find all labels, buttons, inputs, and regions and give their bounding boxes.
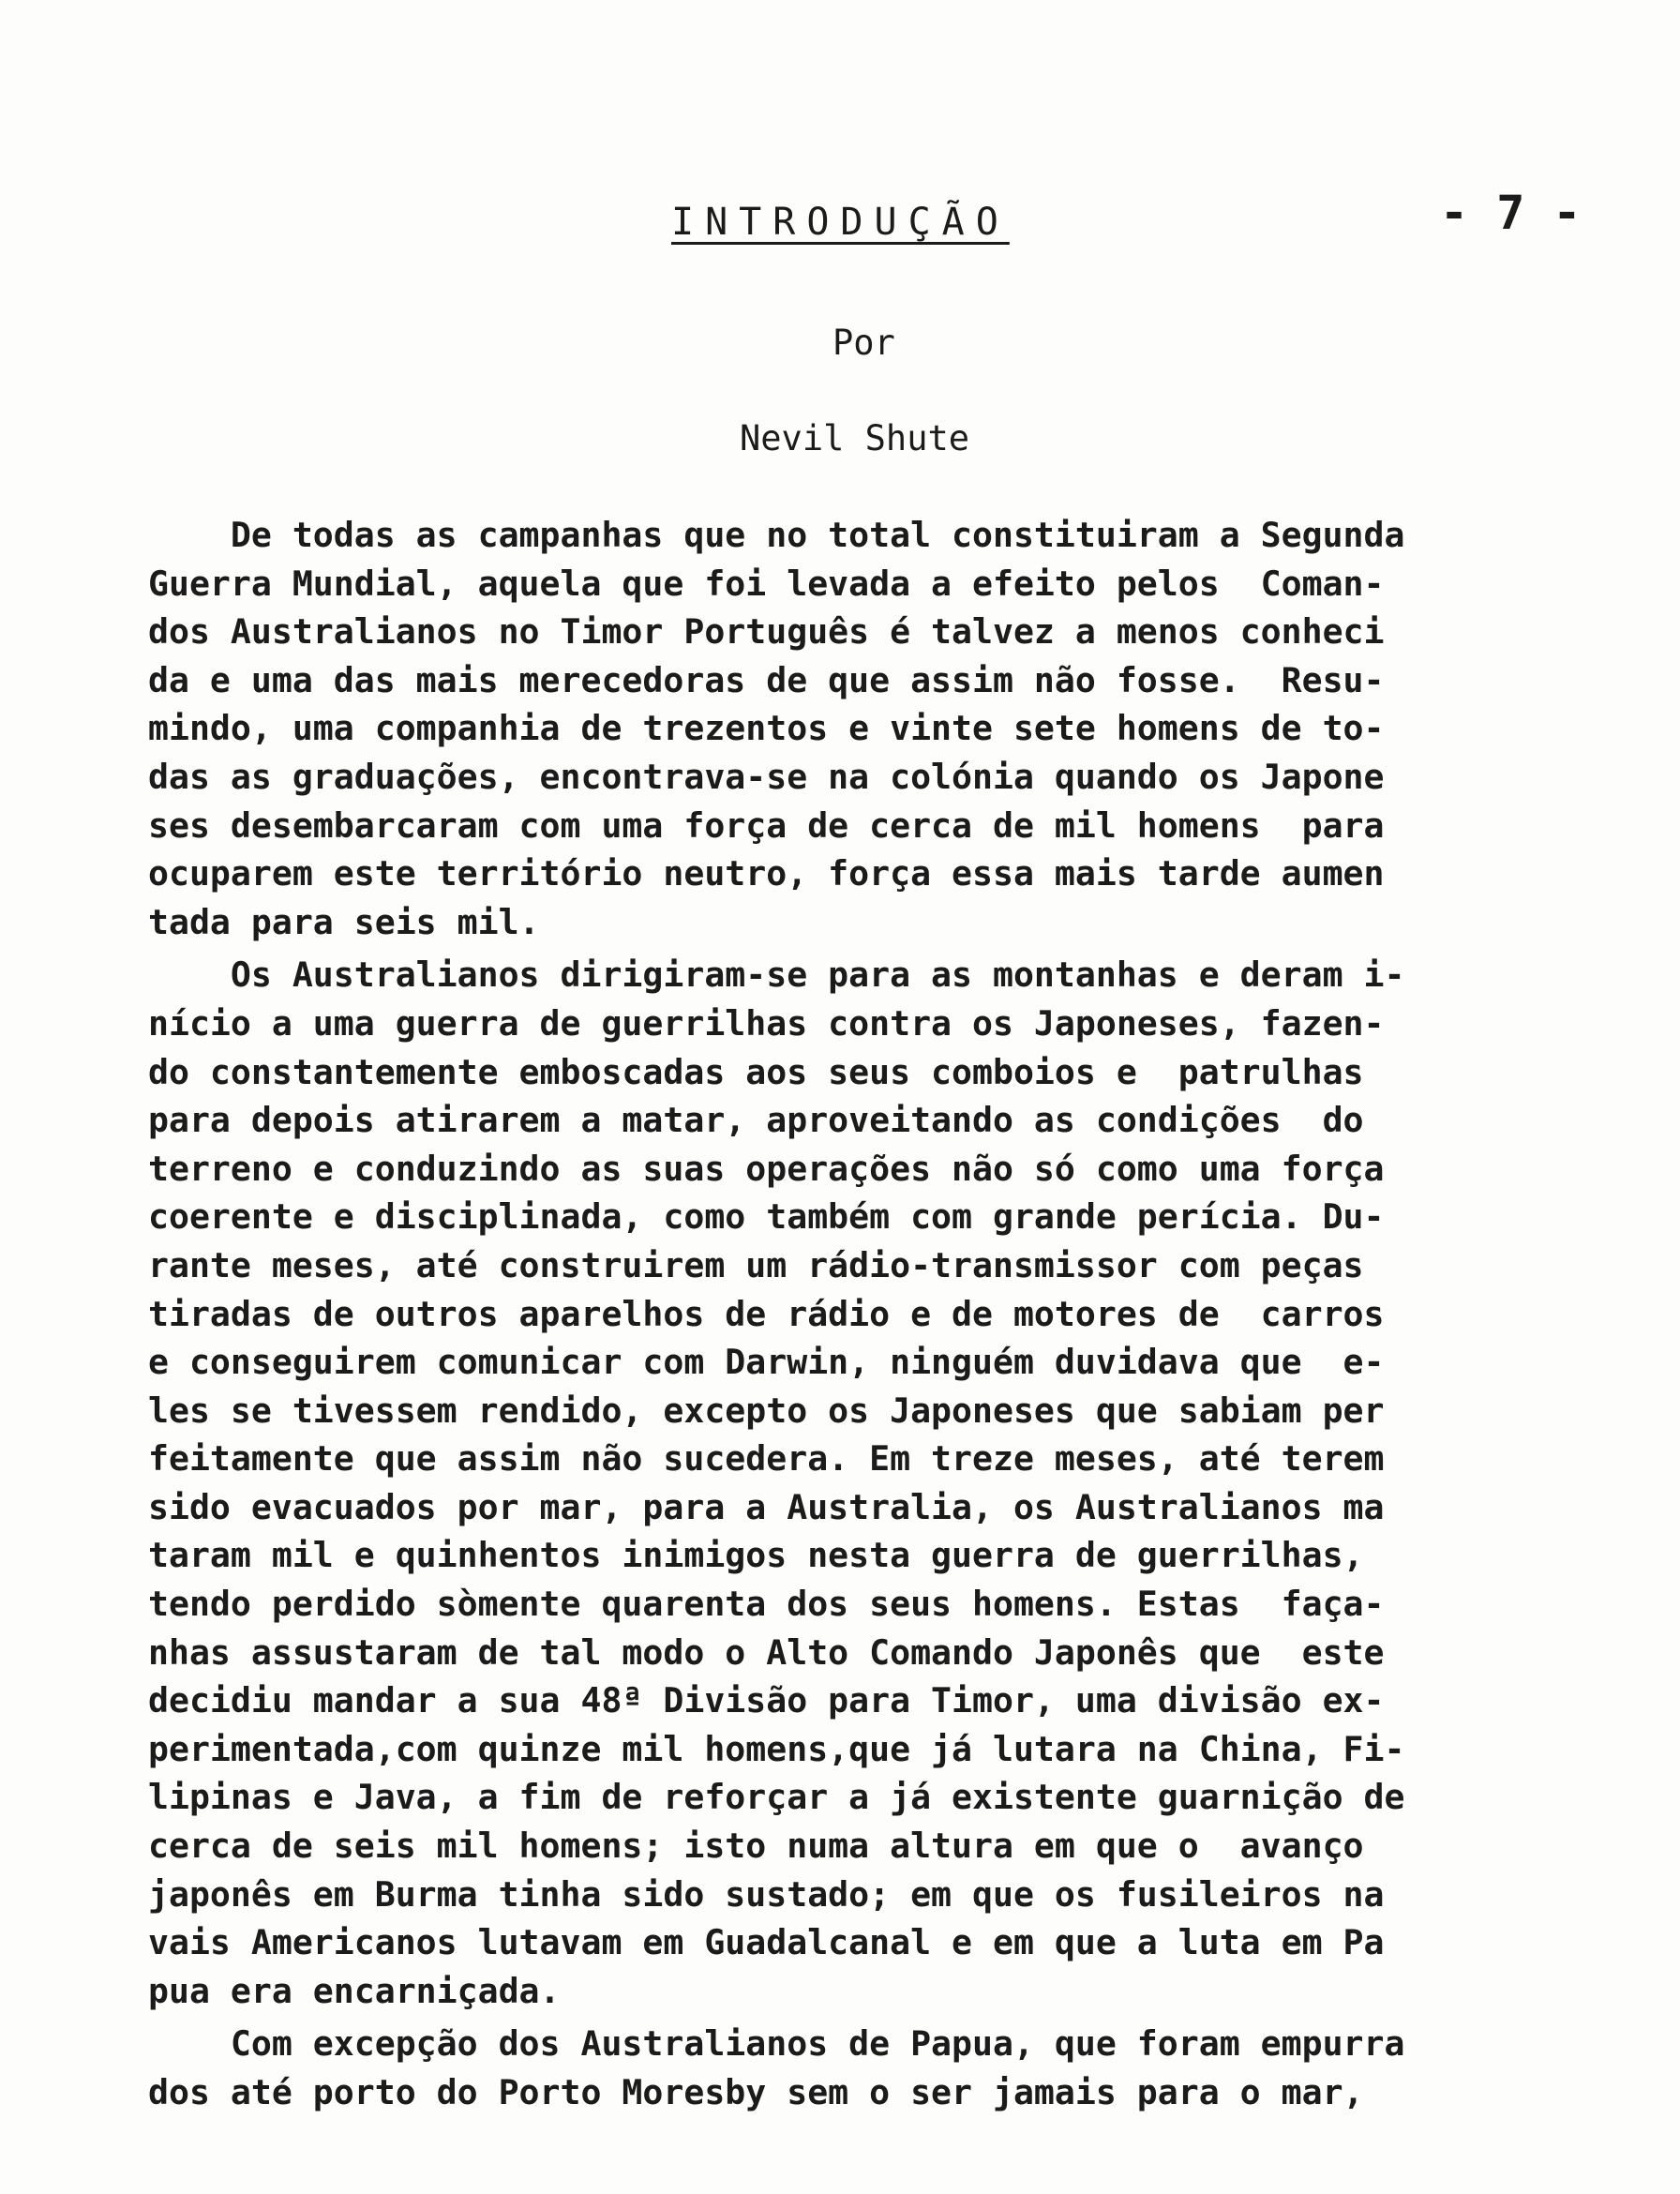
text-line: Os Australianos dirigiram-se para as montanhas e deram i- bbox=[148, 954, 1405, 996]
text-line: lipinas e Java, a fim de reforçar a já existente guarnição de bbox=[148, 1777, 1405, 1818]
body-text bbox=[148, 511, 1554, 2117]
text-line: nício a uma guerra de guerrilhas contra os Japoneses, fazen- bbox=[148, 1002, 1385, 1044]
text-line: De todas as campanhas que no total constituiram a Segunda bbox=[148, 515, 1405, 555]
text-line: mindo, uma companhia de trezentos e vinte sete homens de to- bbox=[148, 708, 1385, 749]
page-title: INTRODUÇÃO bbox=[671, 201, 1010, 244]
by-line: Por bbox=[832, 323, 895, 363]
text-line: tada para seis mil. bbox=[148, 901, 540, 942]
text-line: vais Americanos lutavam em Guadalcanal e em que a luta em Pa bbox=[148, 1922, 1385, 1963]
text-line: feitamente que assim não sucedera. Em treze meses, até terem bbox=[148, 1438, 1385, 1480]
text-line: pua era encarniçada. bbox=[148, 1970, 561, 2011]
text-line: nhas assustaram de tal modo o Alto Comando Japonês que este bbox=[148, 1631, 1385, 1673]
text-line: terreno e conduzindo as suas operações não só como uma força bbox=[148, 1148, 1385, 1189]
text-line: do constantemente emboscadas aos seus comboios e patrulhas bbox=[148, 1051, 1364, 1092]
paragraph bbox=[148, 511, 1554, 946]
text-line: cerca de seis mil homens; isto numa altura em que o avanço bbox=[148, 1826, 1364, 1867]
paragraph bbox=[148, 951, 1554, 2015]
text-line: decidiu mandar a sua 48ª Divisão para Timor, uma divisão ex- bbox=[148, 1680, 1385, 1721]
text-line: Com excepção dos Australianos de Papua, que foram empurra bbox=[148, 2023, 1405, 2065]
text-line: perimentada,com quinze mil homens,que já lutara na China, Fi- bbox=[148, 1728, 1405, 1769]
text-line: rante meses, até construirem um rádio-transmissor com peças bbox=[148, 1244, 1364, 1285]
text-line: ocuparem este território neutro, força essa mais tarde aumen bbox=[148, 853, 1385, 894]
text-line: das as graduações, encontrava-se na colónia quando os Japone bbox=[148, 756, 1385, 797]
text-line: da e uma das mais merecedoras de que assim não fosse. Resu- bbox=[148, 659, 1385, 700]
page-number: - 7 - bbox=[1440, 186, 1582, 240]
text-line: les se tivessem rendido, excepto os Japoneses que sabiam per bbox=[148, 1390, 1385, 1431]
text-line: taram mil e quinhentos inimigos nesta guerra de guerrilhas, bbox=[148, 1535, 1364, 1576]
author-name: Nevil Shute bbox=[740, 418, 970, 458]
text-line: tendo perdido sòmente quarenta dos seus homens. Estas faça- bbox=[148, 1584, 1385, 1625]
paragraph bbox=[148, 2020, 1554, 2116]
text-line: tiradas de outros aparelhos de rádio e de motores de carros bbox=[148, 1293, 1385, 1334]
text-line: e conseguirem comunicar com Darwin, ninguém duvidava que e- bbox=[148, 1342, 1385, 1383]
text-line: japonês em Burma tinha sido sustado; em que os fusileiros na bbox=[148, 1873, 1385, 1915]
text-line: coerente e disciplinada, como também com grande perícia. Du- bbox=[148, 1196, 1385, 1238]
text-line: ses desembarcaram com uma força de cerca de mil homens para bbox=[148, 804, 1385, 846]
text-line: Guerra Mundial, aquela que foi levada a efeito pelos Coman- bbox=[148, 563, 1385, 604]
text-line: dos até porto do Porto Moresby sem o ser jamais para o mar, bbox=[148, 2072, 1364, 2112]
text-line: dos Australianos no Timor Português é talvez a menos conheci bbox=[148, 611, 1385, 653]
text-line: para depois atirarem a matar, aproveitando as condições do bbox=[148, 1100, 1364, 1141]
text-line: sido evacuados por mar, para a Australia, os Australianos ma bbox=[148, 1486, 1385, 1527]
